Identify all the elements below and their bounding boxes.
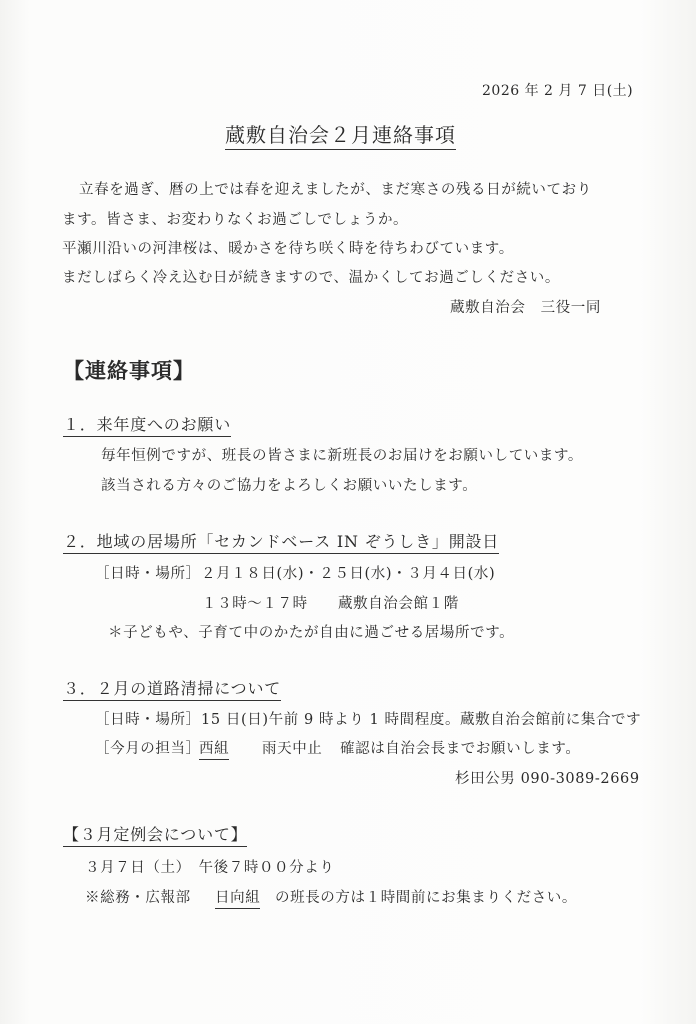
section-2-heading: ２．地域の居場所「セカンドベース IN ぞうしき」開設日 (63, 529, 499, 554)
section-2-time: １３時～１７時 (202, 596, 308, 612)
section-4-date-line: ３月７日（土） 午後７時００分より (85, 860, 335, 876)
section-2-note: ＊子どもや、子育て中のかたが自由に過ごせる居場所です。 (108, 625, 515, 641)
greeting-line-1: 立春を過ぎ、暦の上では春を迎えましたが、まだ寒さの残る日が続いており (79, 182, 592, 198)
section-2-label: ［日時・場所］ (95, 566, 201, 582)
section-3-confirm: 確認は自治会長までお願いします。 (340, 741, 581, 757)
greeting-line-3: 平瀬川沿いの河津桜は、暖かさを待ち咲く時を待ちわびています。 (62, 241, 514, 257)
section-4-note-prefix: ※総務・広報部 (85, 890, 191, 906)
section-4-note-suffix: の班長の方は１時間前にお集まりください。 (275, 890, 577, 906)
section-3-label-1: ［日時・場所］ (95, 712, 201, 728)
section-1-line-2: 該当される方々のご協力をよろしくお願いいたします。 (101, 478, 478, 494)
greeting-line-2: ます。皆さま、お変わりなくお過ごしでしょうか。 (62, 212, 409, 228)
signature: 蔵敷自治会 三役一同 (450, 300, 601, 316)
section-3-label-2: ［今月の担当］ (95, 741, 201, 757)
section-4-group: 日向組 (215, 886, 260, 909)
section-1-line-1: 毎年恒例ですが、班長の皆さまに新班長のお届けをお願いしています。 (101, 448, 584, 464)
section-4-heading: 【３月定例会について】 (63, 822, 247, 847)
section-3-schedule: 15 日(日)午前 9 時より 1 時間程度。蔵敷自治会館前に集合です (201, 712, 642, 728)
section-3-contact: 杉田公男 090-3089-2669 (455, 771, 640, 787)
greeting-line-4: まだしばらく冷え込む日が続きますので、温かくしてお過ごしください。 (62, 270, 561, 286)
section-1-heading: １．来年度へのお願い (63, 412, 231, 437)
notices-heading: 【連絡事項】 (63, 358, 195, 383)
section-3-rain: 雨天中止 (262, 741, 323, 757)
section-2-dates: ２月１８日(水)・２５日(水)・３月４日(水) (201, 566, 496, 582)
section-3-heading: ３．２月の道路清掃について (63, 676, 281, 701)
section-3-group: 西組 (199, 737, 229, 760)
issue-date: 2026 年 2 月 7 日(土) (482, 83, 634, 99)
page-title: 蔵敷自治会２月連絡事項 (225, 119, 456, 150)
section-2-place: 蔵敷自治会館１階 (338, 596, 459, 612)
